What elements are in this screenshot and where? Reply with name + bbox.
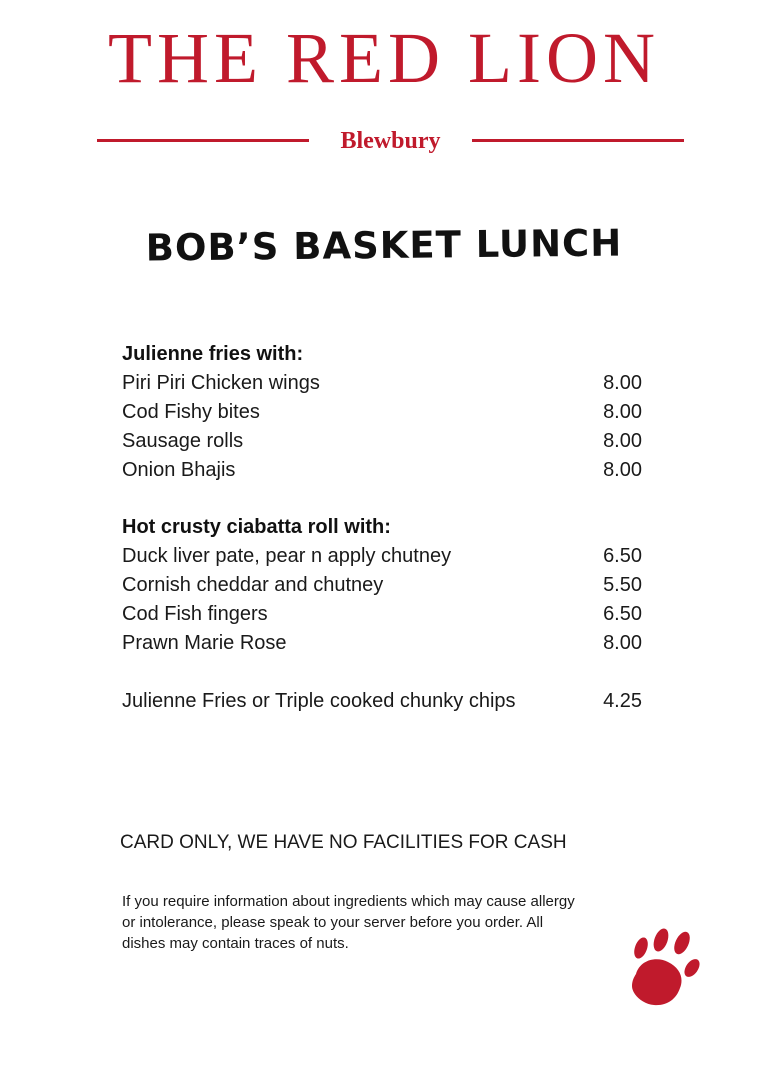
paw-print-icon	[626, 926, 702, 1008]
paw-pad	[632, 959, 682, 1005]
item-price: 8.00	[603, 632, 642, 654]
allergy-notice: If you require information about ingredients which may cause allergy or intolerance, please speak to your server before you order. All dishes may contain traces of nuts.	[122, 893, 575, 952]
item-price: 6.50	[603, 545, 642, 567]
menu-section-sides	[122, 687, 642, 716]
item-name: Prawn Marie Rose	[122, 632, 287, 654]
item-price: 5.50	[603, 574, 642, 596]
menu-section-ciabatta	[122, 513, 642, 658]
section-heading: Hot crusty ciabatta roll with:	[122, 516, 391, 538]
item-name: Cod Fishy bites	[122, 401, 260, 423]
paw-toe-4	[681, 956, 702, 979]
item-price: 4.25	[603, 690, 642, 712]
item-name: Cod Fish fingers	[122, 603, 268, 625]
menu-item	[122, 427, 642, 456]
item-name: Piri Piri Chicken wings	[122, 372, 320, 394]
item-name: Sausage rolls	[122, 430, 244, 452]
divider-left	[97, 139, 309, 142]
menu-item	[122, 369, 642, 398]
paw-toe-3	[671, 929, 693, 956]
item-price: 8.00	[603, 459, 642, 481]
item-name: Julienne Fries or Triple cooked chunky chips	[122, 690, 516, 712]
payment-notice: CARD ONLY, WE HAVE NO FACILITIES FOR CASH	[120, 832, 567, 853]
brand-title: THE RED LION	[108, 18, 660, 98]
item-price: 8.00	[603, 401, 642, 423]
menu-item	[122, 629, 642, 658]
item-price: 6.50	[603, 603, 642, 625]
item-price: 8.00	[603, 372, 642, 394]
menu-item	[122, 571, 642, 600]
item-price: 8.00	[603, 430, 642, 452]
location-label: Blewbury	[340, 128, 441, 154]
section-heading: Julienne fries with:	[122, 343, 304, 365]
menu-item	[122, 398, 642, 427]
paw-toe-2	[651, 927, 671, 954]
paw-toe-1	[632, 936, 651, 961]
menu-title: BOB’S BASKET LUNCH	[145, 221, 623, 270]
menu-item	[122, 456, 642, 485]
menu-item	[122, 687, 642, 716]
item-name: Duck liver pate, pear n apply chutney	[122, 545, 452, 567]
item-name: Onion Bhajis	[122, 459, 236, 481]
menu-item	[122, 600, 642, 629]
divider-right	[472, 139, 684, 142]
menu-section-fries	[122, 340, 642, 485]
item-name: Cornish cheddar and chutney	[122, 574, 384, 596]
menu-item	[122, 542, 642, 571]
